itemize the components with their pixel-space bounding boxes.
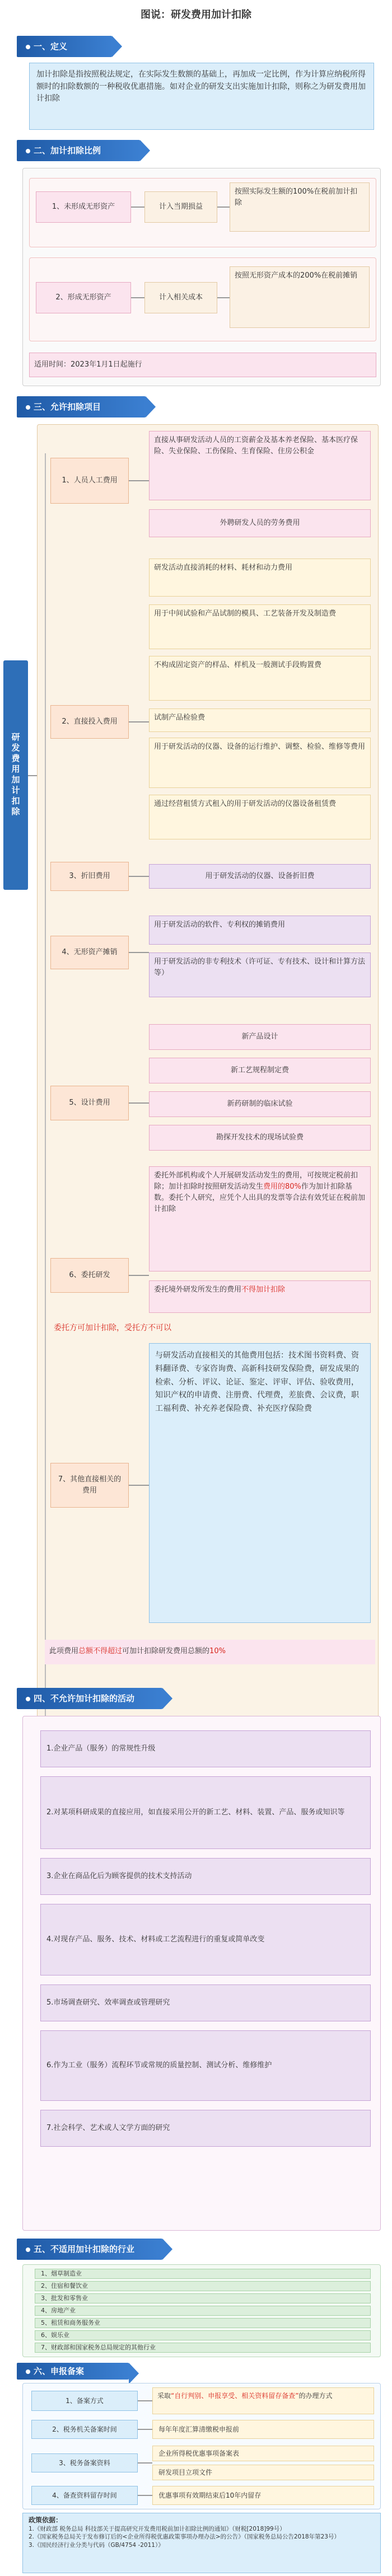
industry-item: 6、娱乐业 bbox=[35, 2330, 371, 2340]
allowed-c2-item: 研发活动直接消耗的材料、耗材和动力费用 bbox=[149, 559, 371, 597]
allowed-c5-item: 勘探开发技术的现场试验费 bbox=[149, 1125, 371, 1151]
policy-item: 2.《国家税务总局关于发布修订后的<企业所得税优惠政策事项办理办法>的公告》（国家税务总局公告2018年第23号） bbox=[29, 2533, 340, 2541]
industry-item: 5、租赁和商务服务业 bbox=[35, 2318, 371, 2328]
filing-3-item: 企业所得税优惠事项备案表 bbox=[152, 2446, 374, 2461]
section-definition-title: 一、定义 bbox=[17, 36, 112, 57]
section-filing-title: 六、申报备案 bbox=[17, 2363, 129, 2380]
policy-panel bbox=[22, 2513, 381, 2573]
disallowed-item: 2.对某项科研成果的直接应用，如直接采用公开的新工艺、材料、装置、产品、服务或知识等 bbox=[40, 1776, 371, 1849]
industry-item: 2、住宿和餐饮业 bbox=[35, 2281, 371, 2291]
allowed-c5-item: 新工艺规程制定费 bbox=[149, 1058, 371, 1083]
bullet-icon bbox=[26, 2369, 30, 2374]
disallowed-item: 7.社会科学、艺术或人文学方面的研究 bbox=[40, 2110, 371, 2147]
ratio-2-treatment: 计入相关成本 bbox=[144, 282, 217, 313]
policy-item: 1.《财政部 税务总局 科技部关于提高研究开发费用税前加计扣除比例的通知》（财税[2018]99号） bbox=[29, 2525, 286, 2532]
filing-1-desc: 采取“自行判别、申报享受、相关资料留存备查”的办理方式 bbox=[152, 2387, 374, 2414]
filing-4-desc: 优惠事项有效期结束后10年内留存 bbox=[152, 2486, 374, 2505]
allowed-c3-label: 3、折旧费用 bbox=[50, 862, 129, 891]
filing-4-label: 4、备查资料留存时间 bbox=[31, 2486, 138, 2505]
section-disallowed-title: 四、不允许加计扣除的活动 bbox=[17, 1688, 162, 1709]
bullet-icon bbox=[26, 149, 30, 153]
ratio-1-desc: 按照实际发生额的100%在税前加计扣除 bbox=[230, 182, 370, 232]
filing-3-label: 3、税务备案资料 bbox=[31, 2453, 138, 2472]
industry-item: 1、烟草制造业 bbox=[35, 2269, 371, 2279]
industry-item: 4、房地产业 bbox=[35, 2306, 371, 2316]
allowed-c5-item: 新药研制的临床试验 bbox=[149, 1091, 371, 1117]
ratio-1-label: 1、未形成无形资产 bbox=[36, 191, 131, 223]
allowed-footer: 此项费用总额不得超过可加计扣除研发费用总额的10% bbox=[45, 1640, 375, 1664]
allowed-c7-text: 与研发活动直接相关的其他费用包括：技术图书资料费、资料翻译费、专家咨询费、高新科技研发保险费，研发成果的检索、分析、评议、论证、鉴定、评审、评估、验收费用，知识产权的申请费、注册费、代理费，差旅费、会议费，职工福利费、补充养老保险费、补充医疗保险费 bbox=[149, 1343, 371, 1623]
allowed-c1-label: 1、人员人工费用 bbox=[50, 458, 129, 504]
allowed-c4-item: 用于研发活动的软件、专利权的摊销费用 bbox=[149, 916, 371, 945]
disallowed-item: 6.作为工业（服务）流程环节或常规的质量控制、测试分析、维修维护 bbox=[40, 2030, 371, 2101]
bullet-icon bbox=[26, 1697, 30, 1701]
allowed-c2-item: 通过经营租赁方式租入的用于研发活动的仪器设备租赁费 bbox=[149, 795, 371, 839]
allowed-c6-label: 6、委托研发 bbox=[50, 1258, 129, 1293]
allowed-c2-item: 用于中间试验和产品试制的模具、工艺装备开发及制造费 bbox=[149, 604, 371, 649]
ratio-2-label: 2、形成无形资产 bbox=[36, 282, 131, 313]
allowed-c4-item: 用于研发活动的非专利技术（许可证、专有技术、设计和计算方法等） bbox=[149, 952, 371, 997]
filing-3-item: 研发项目立项文件 bbox=[152, 2465, 374, 2480]
disallowed-item: 5.市场调查研究、效率调查或管理研究 bbox=[40, 1984, 371, 2021]
bullet-icon bbox=[26, 45, 30, 49]
allowed-c3-item: 用于研发活动的仪器、设备折旧费 bbox=[149, 864, 371, 889]
allowed-c4-label: 4、无形资产摊销 bbox=[50, 936, 129, 969]
disallowed-item: 1.企业产品（服务）的常规性升级 bbox=[40, 1730, 371, 1767]
filing-1-label: 1、备案方式 bbox=[31, 2391, 138, 2411]
allowed-c2-item: 用于研发活动的仪器、设备的运行维护、调整、检验、维修等费用 bbox=[149, 738, 371, 788]
disallowed-item: 3.企业在商品化后为顾客提供的技术支持活动 bbox=[40, 1858, 371, 1895]
bullet-icon bbox=[26, 405, 30, 410]
section-allowed-title: 三、允许扣除项目 bbox=[17, 396, 146, 417]
section-ratio-title: 二、加计扣除比例 bbox=[17, 140, 140, 161]
policy-title: 政策依据： bbox=[29, 2516, 63, 2524]
effective-date: 适用时间：2023年1月1日起施行 bbox=[29, 353, 376, 377]
bullet-icon bbox=[26, 2247, 30, 2252]
allowed-c5-label: 5、设计费用 bbox=[50, 1086, 129, 1120]
ratio-1-treatment: 计入当期损益 bbox=[144, 191, 217, 223]
allowed-c2-label: 2、直接投入费用 bbox=[50, 705, 129, 739]
allowed-c6-note: 委托方可加计扣除，受托方不可以 bbox=[54, 1324, 171, 1332]
allowed-c1-item: 外聘研发人员的劳务费用 bbox=[149, 509, 371, 537]
allowed-c7-label: 7、其他直接相关的费用 bbox=[50, 1463, 129, 1508]
allowed-c2-item: 不构成固定资产的样品、样机及一般测试手段购置费 bbox=[149, 656, 371, 701]
disallowed-item: 4.对现存产品、服务、技术、材料或工艺流程进行的重复或简单改变 bbox=[40, 1904, 371, 1976]
allowed-c5-item: 新产品设计 bbox=[149, 1024, 371, 1050]
industry-item: 3、批发和零售业 bbox=[35, 2293, 371, 2303]
page-title: 图说：研发费用加计扣除 bbox=[141, 9, 251, 21]
allowed-c6-item-2: 委托境外研发所发生的费用不得加计扣除 bbox=[149, 1280, 371, 1313]
allowed-c2-item: 试制产品检验费 bbox=[149, 708, 371, 732]
allowed-c1-item: 直接从事研发活动人员的工资薪金及基本养老保险、基本医疗保险、失业保险、工伤保险、生育保险、住房公积金 bbox=[149, 431, 371, 500]
policy-item: 3.《国民经济行业分类与代码（GB/4754 -2011）》 bbox=[29, 2542, 164, 2549]
side-label: 研发费用加计扣除 bbox=[3, 660, 28, 890]
filing-2-label: 2、税务机关备案时间 bbox=[31, 2420, 138, 2439]
filing-2-desc: 每年年度汇算清缴税申报前 bbox=[152, 2420, 374, 2439]
section-industries-title: 五、不适用加计扣除的行业 bbox=[17, 2239, 162, 2260]
industry-item: 7、财政部和国家税务总局规定的其他行业 bbox=[35, 2343, 371, 2353]
ratio-2-desc: 按照无形资产成本的200%在税前摊销 bbox=[230, 266, 370, 328]
allowed-c6-item-1: 委托外部机构或个人开展研发活动发生的费用，可按规定税前扣除；加计扣除时按照研发活动发生费用的80%作为加计扣除基数。委托个人研究，应凭个人出具的发票等合法有效凭证在税前加计扣除 bbox=[149, 1166, 371, 1271]
definition-text: 加计扣除是指按照税法规定，在实际发生数额的基础上，再加成一定比例，作为计算应纳税所得额时的扣除数额的一种税收优惠措施。如对企业的研发支出实施加计扣除，则称之为研发费用加计扣除 bbox=[29, 63, 374, 130]
